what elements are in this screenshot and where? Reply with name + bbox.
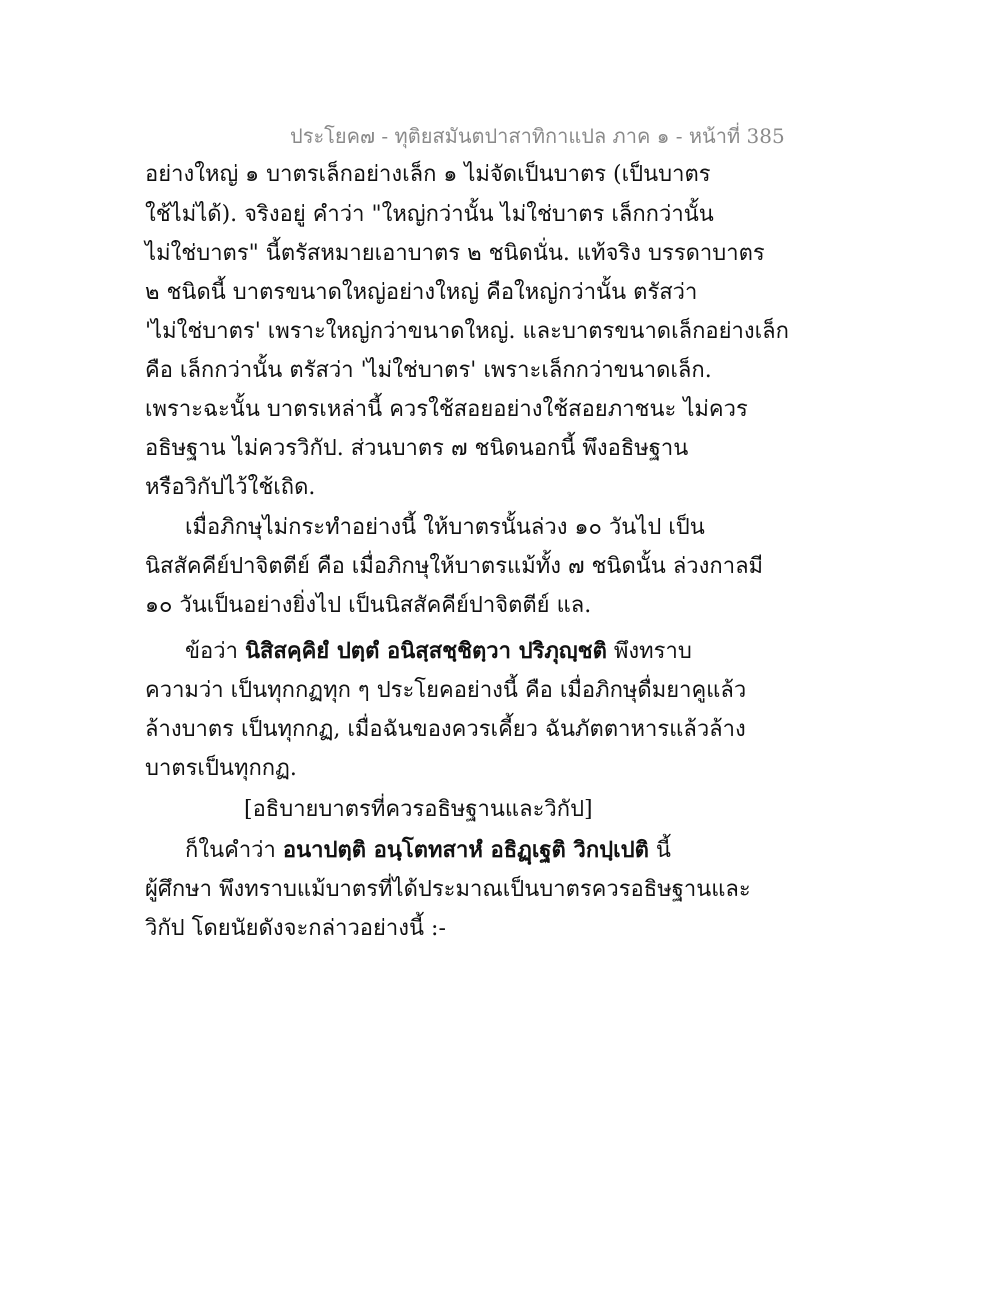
section-heading: [อธิบายบาตรที่ควรอธิษฐานและวิกัป] [244, 797, 593, 822]
text-line: เพราะฉะนั้น บาตรเหล่านี้ ควรใช้สอยอย่างใช้สอยภาชนะ ไม่ควร [145, 397, 748, 422]
text-line [185, 832, 705, 869]
text-line: ๑๐ วันเป็นอย่างยิ่งไป เป็นนิสสัคคีย์ปาจิตตีย์ แล. [145, 593, 592, 618]
text-line: ล้างบาตร เป็นทุกกฏ, เมื่อฉันของควรเคี้ยว ฉันภัตตาหารแล้วล้าง [145, 717, 746, 742]
text-line: หรือวิกัปไว้ใช้เถิด. [145, 475, 316, 500]
text-line: ๒ ชนิดนี้ บาตรขนาดใหญ่อย่างใหญ่ คือใหญ่กว่านั้น ตรัสว่า [145, 280, 698, 305]
text-line: คือ เล็กกว่านั้น ตรัสว่า 'ไม่ใช่บาตร' เพราะเล็กกว่าขนาดเล็ก. [145, 358, 712, 383]
pali-term: นิสิสคฺคิยํ ปตฺตํ อนิสฺสชฺชิตฺวา ปริภุญฺชติ [244, 638, 607, 664]
text-line: บาตรเป็นทุกกฏ. [145, 756, 297, 781]
text-line: 'ไม่ใช่บาตร' เพราะใหญ่กว่าขนาดใหญ่. และบาตรขนาดเล็กอย่างเล็ก [145, 319, 789, 344]
text-run: นี้ [648, 838, 671, 863]
text-line [185, 633, 705, 670]
text-run: ก็ในคำว่า [185, 838, 283, 863]
text-line: วิกัป โดยนัยดังจะกล่าวอย่างนี้ :- [145, 916, 446, 941]
text-run: พึงทราบ [606, 639, 692, 664]
text-line: ความว่า เป็นทุกกฏทุก ๆ ประโยคอย่างนี้ คือ เมื่อภิกษุดื่มยาคูแล้ว [145, 678, 747, 703]
text-run: ข้อว่า [185, 639, 245, 664]
text-line: ผู้ศึกษา พึงทราบแม้บาตรที่ได้ประมาณเป็นบาตรควรอธิษฐานและ [145, 877, 751, 902]
text-line: นิสสัคคีย์ปาจิตตีย์ คือ เมื่อภิกษุให้บาตรแม้ทั้ง ๗ ชนิดนั้น ล่วงกาลมี [145, 554, 764, 579]
text-line: อธิษฐาน ไม่ควรวิกัป. ส่วนบาตร ๗ ชนิดนอกนี้ พึงอธิษฐาน [145, 436, 689, 461]
running-header: ประโยค๗ - ทุติยสมันตปาสาทิกาแปล ภาค ๑ - หน้าที่ 385 [290, 124, 785, 148]
text-line: อย่างใหญ่ ๑ บาตรเล็กอย่างเล็ก ๑ ไม่จัดเป็นบาตร (เป็นบาตร [145, 162, 711, 187]
pali-term: อนาปตฺติ อนฺโตทสาหํ อธิฏฺเฐติ วิกปฺเปติ [282, 837, 649, 863]
text-line: ใช้ไม่ได้). จริงอยู่ คำว่า "ใหญ่กว่านั้น ไม่ใช่บาตร เล็กกว่านั้น [145, 202, 714, 227]
text-line: ไม่ใช่บาตร" นี้ตรัสหมายเอาบาตร ๒ ชนิดนั่น. แท้จริง บรรดาบาตร [145, 241, 765, 266]
text-line: เมื่อภิกษุไม่กระทำอย่างนี้ ให้บาตรนั้นล่วง ๑๐ วันไป เป็น [185, 515, 705, 540]
